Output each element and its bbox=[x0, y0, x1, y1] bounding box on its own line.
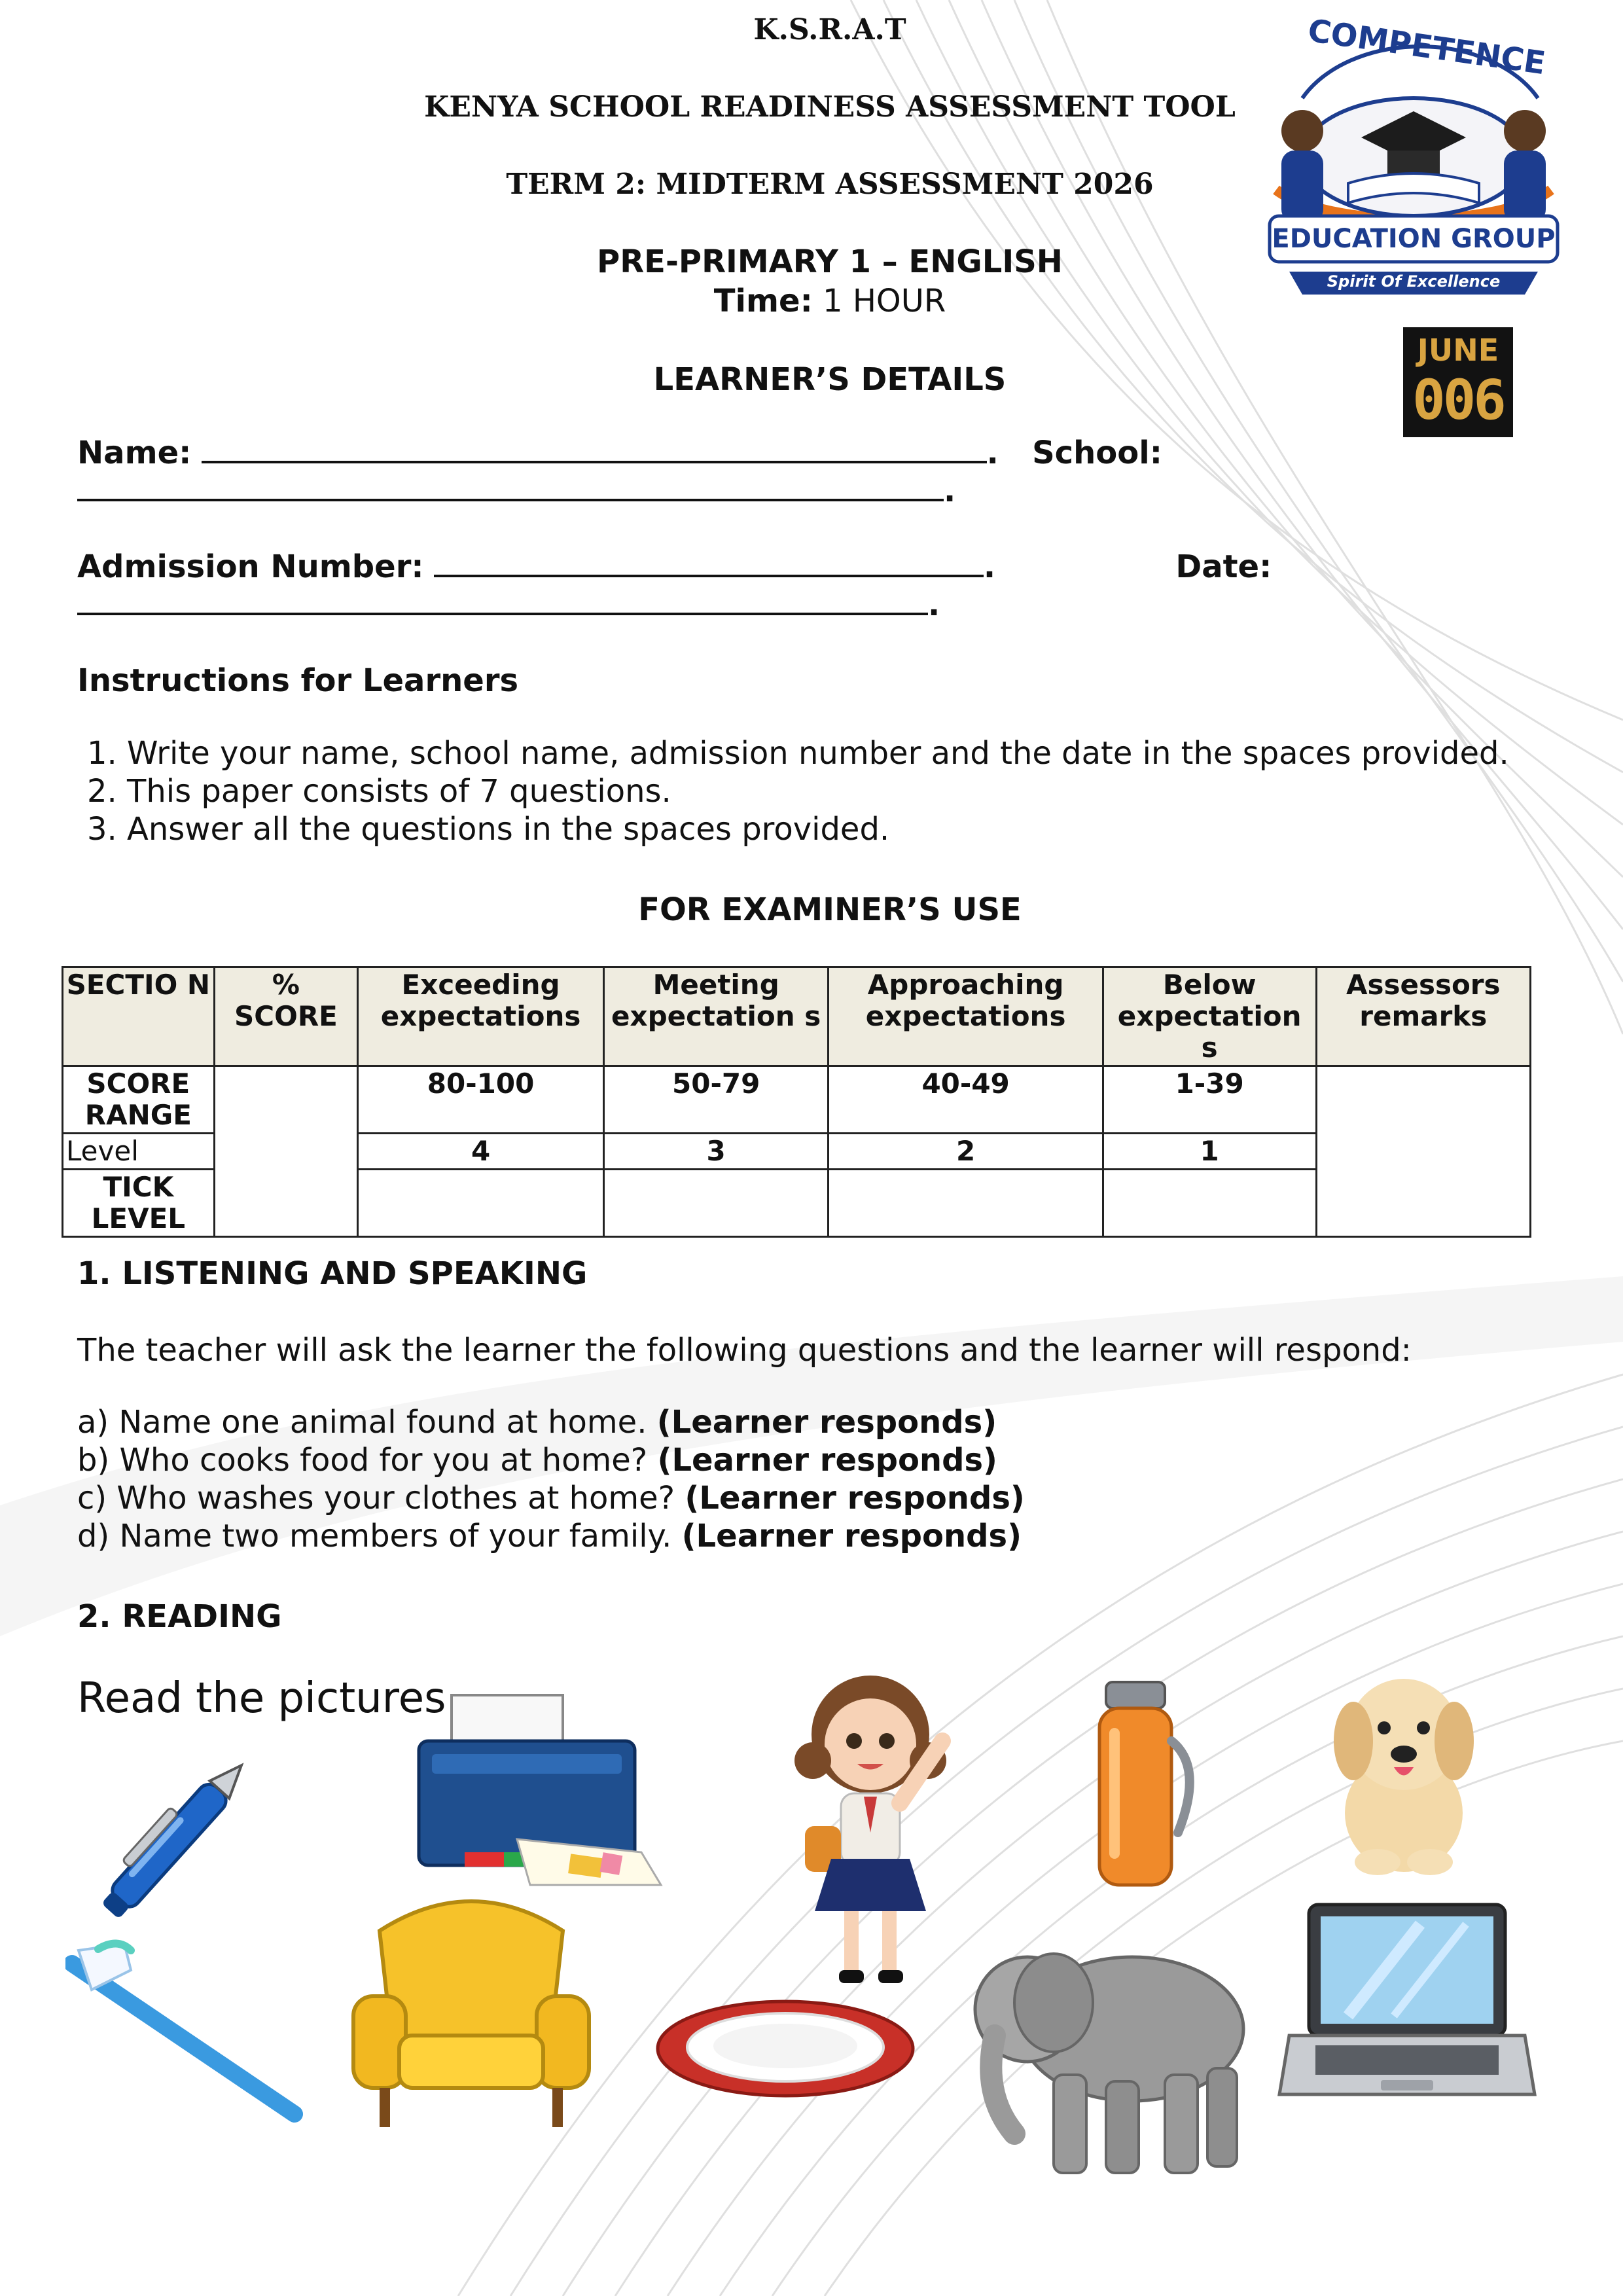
name-label: Name: bbox=[77, 435, 192, 471]
printer-icon bbox=[406, 1689, 668, 1905]
question-item: b) Who cooks food for you at home? (Learner responds) bbox=[77, 1442, 997, 1479]
tick-approaching[interactable] bbox=[829, 1170, 1103, 1237]
header-below: Below expectation s bbox=[1103, 967, 1316, 1066]
instruction-item: 2. This paper consists of 7 questions. bbox=[127, 772, 1509, 810]
pen-icon bbox=[65, 1728, 288, 1950]
header-meeting: Meeting expectation s bbox=[603, 967, 829, 1066]
armchair-icon bbox=[340, 1878, 602, 2140]
time-label: Time: bbox=[713, 283, 813, 319]
school-field[interactable] bbox=[77, 473, 944, 501]
header-section: SECTIO N bbox=[63, 967, 215, 1066]
level-label: Level bbox=[63, 1134, 215, 1170]
school-label: School: bbox=[1032, 435, 1162, 471]
name-school-row: Name: . School: bbox=[77, 435, 1162, 471]
examiner-heading: FOR EXAMINER’S USE bbox=[638, 891, 1022, 928]
date-field[interactable] bbox=[77, 586, 928, 615]
puppy-icon bbox=[1315, 1662, 1492, 1878]
level-2: 2 bbox=[829, 1134, 1103, 1170]
instruction-item: 3. Answer all the questions in the spaces provided. bbox=[127, 810, 1509, 848]
date-label: Date: bbox=[1175, 548, 1272, 585]
tick-below[interactable] bbox=[1103, 1170, 1316, 1237]
score-range-label: SCORE RANGE bbox=[63, 1066, 215, 1134]
flask-icon bbox=[1080, 1676, 1211, 1898]
score-cell[interactable] bbox=[214, 1066, 358, 1237]
examiner-table bbox=[62, 966, 1531, 1238]
section1-intro: The teacher will ask the learner the following questions and the learner will respond: bbox=[77, 1332, 1412, 1369]
range-below: 1-39 bbox=[1103, 1066, 1316, 1134]
admission-date-row: Admission Number: . Date: bbox=[77, 548, 1272, 585]
section2-heading: 2. READING bbox=[77, 1598, 282, 1635]
remarks-cell[interactable] bbox=[1316, 1066, 1530, 1237]
admission-label: Admission Number: bbox=[77, 548, 424, 585]
instructions-list bbox=[77, 734, 1509, 848]
badge-month: JUNE bbox=[1417, 332, 1499, 368]
level-3: 3 bbox=[603, 1134, 829, 1170]
tick-level-label: TICK LEVEL bbox=[63, 1170, 215, 1237]
learner-details-heading: LEARNER’S DETAILS bbox=[653, 361, 1007, 398]
laptop-icon bbox=[1276, 1898, 1538, 2121]
instructions-heading: Instructions for Learners bbox=[77, 662, 519, 699]
read-prompt: Read the pictures bbox=[77, 1674, 446, 1723]
tick-exceeding[interactable] bbox=[358, 1170, 604, 1237]
logo-main-text: EDUCATION GROUP bbox=[1272, 224, 1556, 254]
instruction-item: 1. Write your name, school name, admission number and the date in the spaces provided. bbox=[127, 734, 1509, 772]
competence-logo bbox=[1250, 12, 1577, 308]
subject-title: PRE-PRIMARY 1 – ENGLISH bbox=[597, 243, 1063, 280]
header-approaching: Approaching expectations bbox=[829, 967, 1103, 1066]
term-title: TERM 2: MIDTERM ASSESSMENT 2026 bbox=[506, 168, 1154, 201]
level-1: 1 bbox=[1103, 1134, 1316, 1170]
range-exceeding: 80-100 bbox=[358, 1066, 604, 1134]
tool-title: KENYA SCHOOL READINESS ASSESSMENT TOOL bbox=[424, 90, 1236, 124]
girl-icon bbox=[766, 1662, 988, 2003]
school-row-cont: . bbox=[77, 473, 955, 509]
badge-number: 006 bbox=[1412, 368, 1504, 432]
header-score: % SCORE bbox=[214, 967, 358, 1066]
admission-field[interactable] bbox=[434, 548, 984, 577]
level-4: 4 bbox=[358, 1134, 604, 1170]
header-remarks: Assessors remarks bbox=[1316, 967, 1530, 1066]
ksrat-acronym: K.S.R.A.T bbox=[753, 13, 906, 46]
date-row-cont: . bbox=[77, 586, 940, 623]
header-exceeding: Exceeding expectations bbox=[358, 967, 604, 1066]
range-approaching: 40-49 bbox=[829, 1066, 1103, 1134]
elephant-icon bbox=[955, 1924, 1257, 2186]
logo-arc-text: COMPETENCE bbox=[1306, 12, 1548, 82]
section1-questions bbox=[77, 1403, 1025, 1555]
tick-meeting[interactable] bbox=[603, 1170, 829, 1237]
question-item: c) Who washes your clothes at home? (Learner responds) bbox=[77, 1480, 1025, 1516]
section1-heading: 1. LISTENING AND SPEAKING bbox=[77, 1255, 588, 1292]
question-item: a) Name one animal found at home. (Learner responds) bbox=[77, 1404, 997, 1441]
plate-icon bbox=[648, 1990, 923, 2108]
question-item: d) Name two members of your family. (Learner responds) bbox=[77, 1518, 1022, 1554]
name-field[interactable] bbox=[202, 435, 987, 463]
range-meeting: 50-79 bbox=[603, 1066, 829, 1134]
time-value: 1 HOUR bbox=[823, 283, 946, 319]
toothbrush-icon bbox=[65, 1937, 314, 2134]
logo-slogan: Spirit Of Excellence bbox=[1327, 272, 1501, 291]
